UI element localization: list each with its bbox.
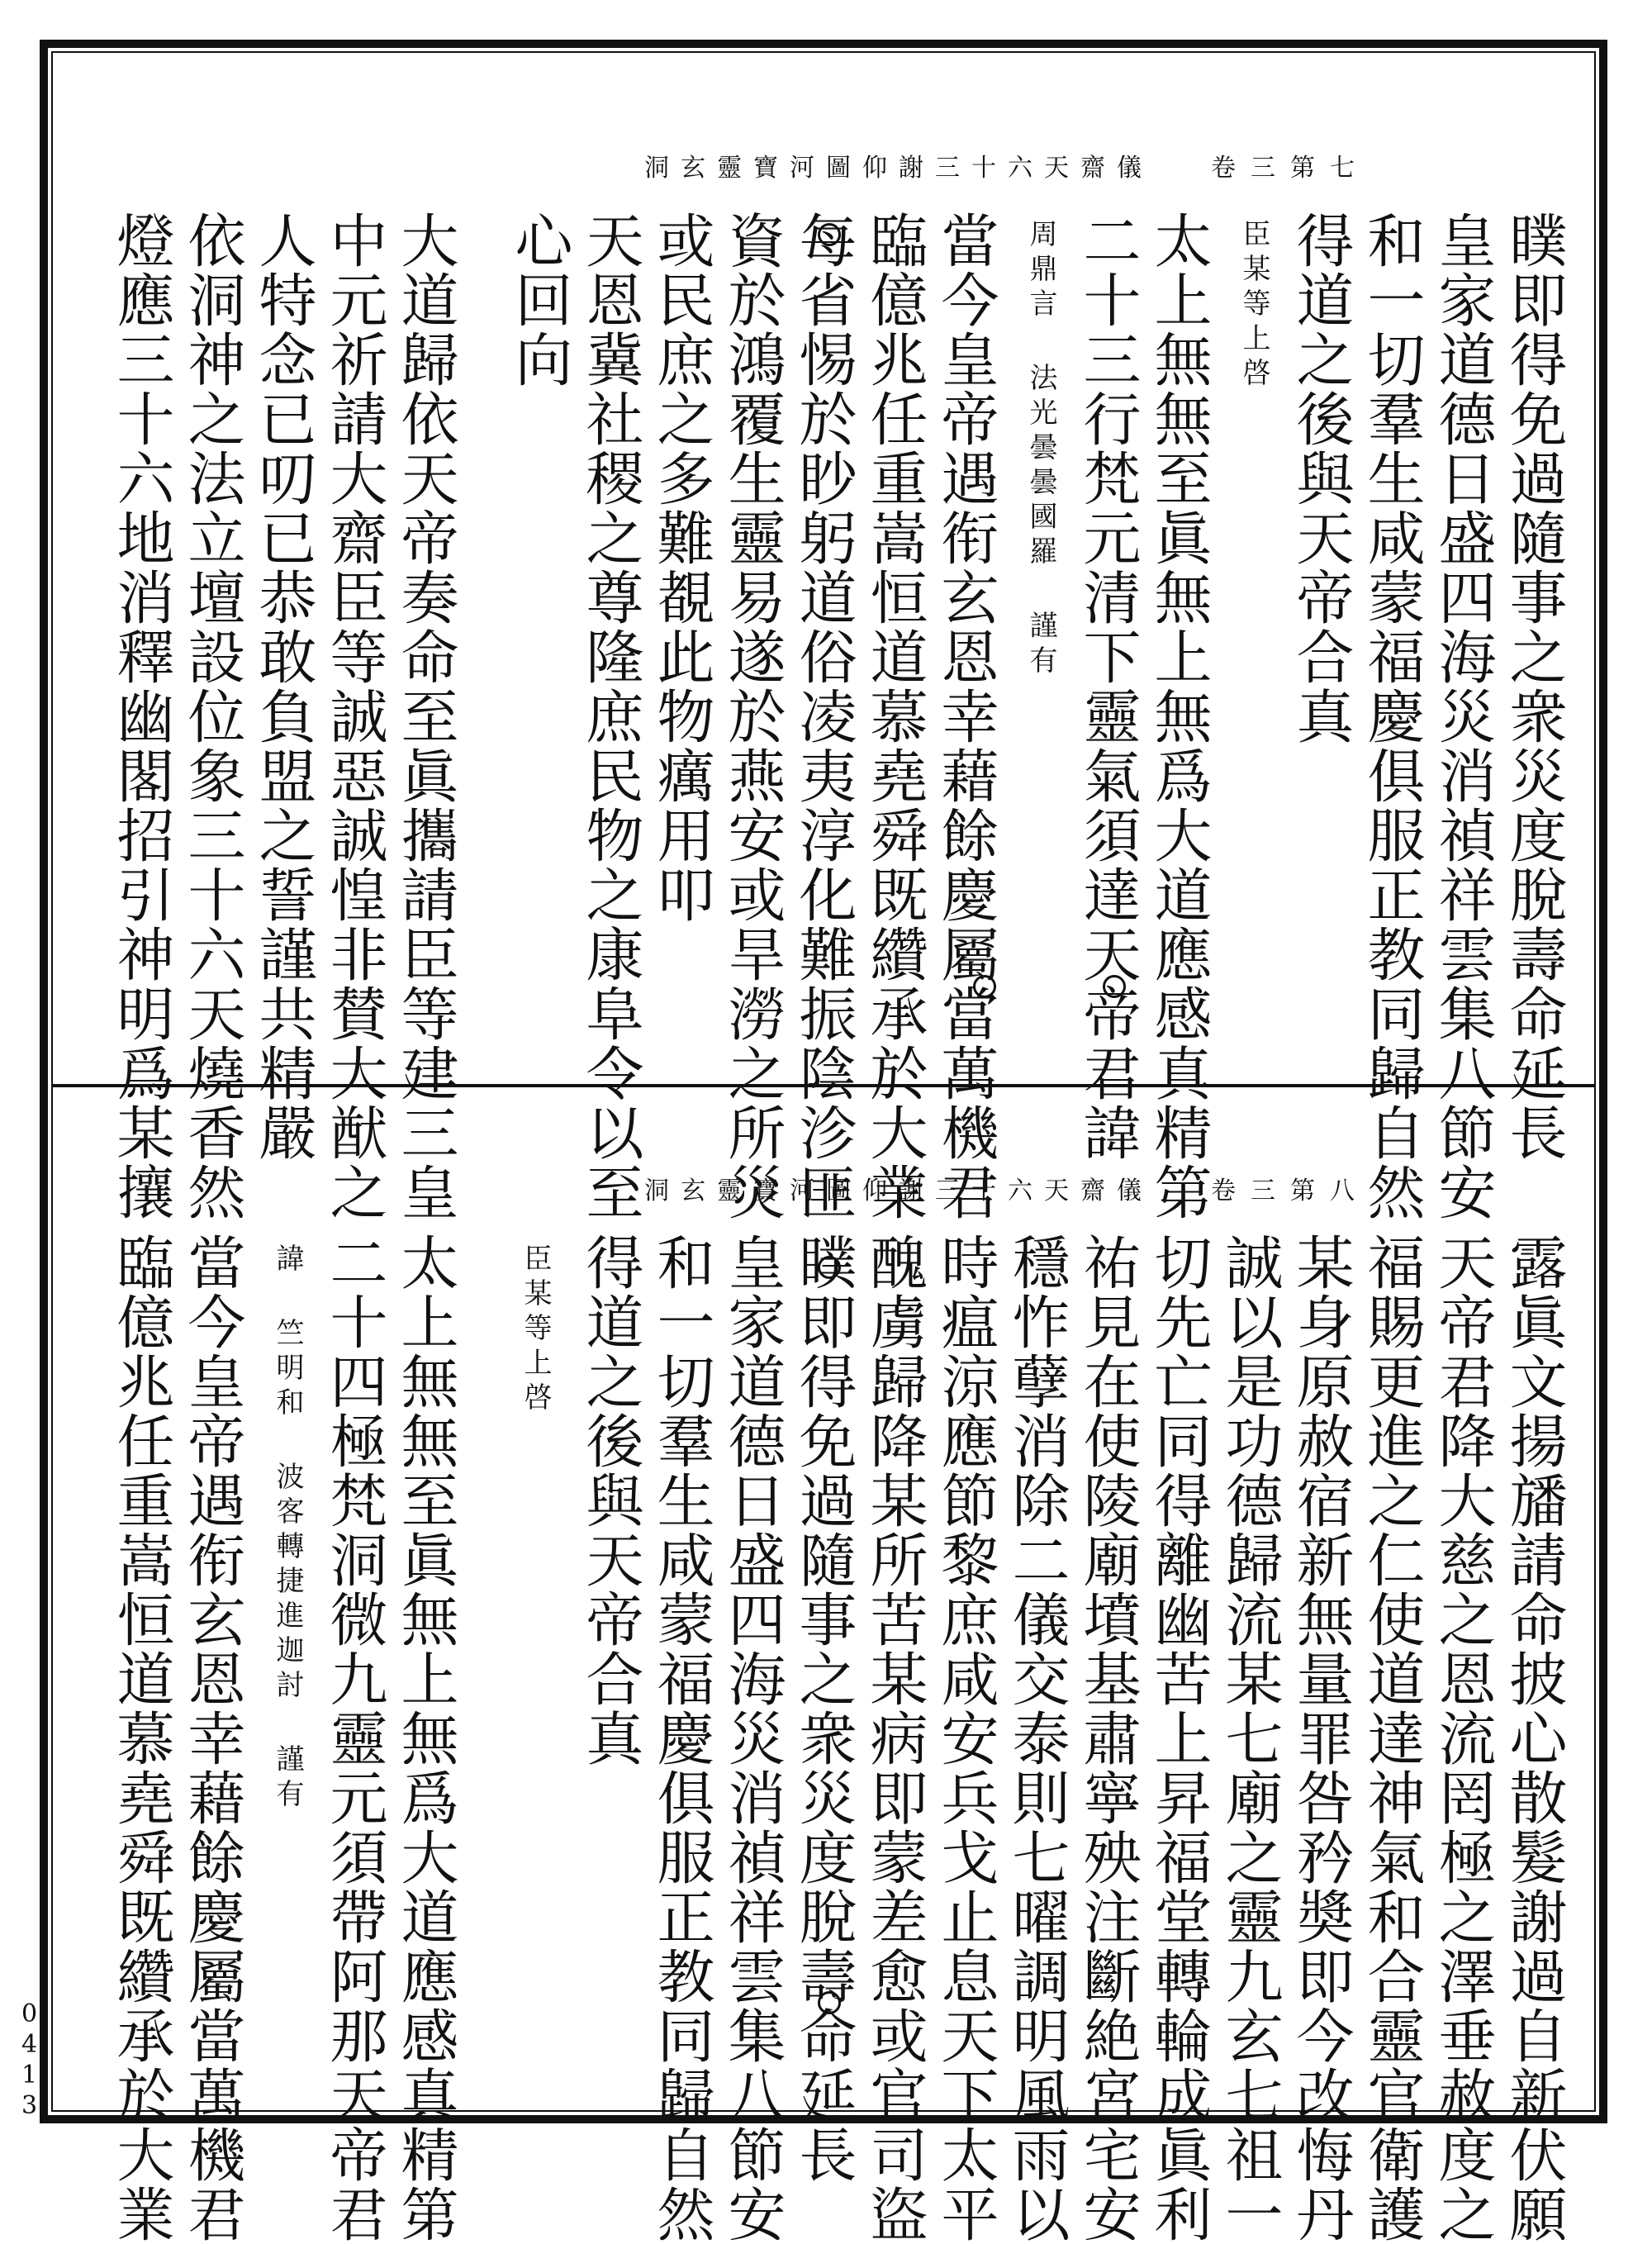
top-column-3: 和一切羣生咸蒙福慶俱服正教同歸自然 <box>1358 211 1426 1222</box>
top-column-8: 周鼎言 法光曇曇國羅 謹有 <box>1024 219 1057 680</box>
punctuation-circle <box>973 975 996 998</box>
top-column-18: 人特念已叨已恭敢負盟之誓謹共精嚴 <box>249 211 317 1162</box>
bottom-column-14: 得道之後與天帝合真 <box>577 1233 644 1768</box>
top-column-1: 瞨即得免過隨事之衆災度脫壽命延長 <box>1500 211 1568 1162</box>
top-column-11: 每省惕於眇躬道俗凌夷淳化難振陰沴匪 <box>790 211 857 1222</box>
top-column-19: 依洞神之法立壇設位象三十六天燒香然 <box>178 211 246 1222</box>
top-column-20: 燈應三十六地消釋幽閣招引神明爲某攘 <box>107 211 175 1222</box>
bottom-column-20: 臨億兆任重嵩恒道慕堯舜既纘承於大業 <box>107 1233 175 2244</box>
top-column-10: 臨億兆任重嵩恒道慕堯舜既纘承於大業 <box>861 211 928 1222</box>
punctuation-circle <box>1103 975 1126 998</box>
top-column-7: 二十三行梵元清下靈氣須達天帝君諱 <box>1074 211 1142 1162</box>
top-panel-header <box>644 140 1370 190</box>
top-header-juan: 卷三第七 <box>1211 154 1370 183</box>
bottom-column-9: 時瘟涼應節黎庶咸安兵戈止息天下太平 <box>932 1233 999 2244</box>
bottom-header-juan: 卷三第八 <box>1211 1177 1370 1205</box>
top-column-6: 太上無無至眞無上無爲大道應感真精第 <box>1145 211 1213 1222</box>
bottom-column-7: 祐見在使陵廟墳基肅寧殃注斷絶宮宅安 <box>1074 1233 1142 2244</box>
punctuation-circle <box>818 1256 841 1279</box>
top-header-title: 洞玄靈寶河圖仰謝三十六天齋儀 <box>644 154 1153 183</box>
bottom-column-8: 穩怍孽消除二儀交泰則七曜調明風雨以 <box>1003 1233 1070 2244</box>
top-column-14: 天恩冀社稷之尊隆庶民物之康阜令以至 <box>577 211 644 1222</box>
bottom-column-18: 諱 竺明和 波客轉捷進迦討 謹有 <box>271 1243 304 1814</box>
bottom-column-10: 醜虜歸降某所苦某病即蒙差愈或官司盜 <box>861 1233 928 2244</box>
top-column-17: 中元祈請大齋臣等誠惡誠惶非賛大猷之 <box>320 211 388 1222</box>
top-column-4: 得道之後與天帝合真 <box>1287 211 1355 746</box>
top-column-5: 臣某等上啓 <box>1237 219 1270 392</box>
bottom-column-1: 露眞文揚旙請命披心散髮謝過自新伏願 <box>1500 1233 1568 2244</box>
bottom-column-5: 誠以是功德歸流某七廟之靈九玄七祖一 <box>1216 1233 1284 2244</box>
punctuation-circle <box>818 223 841 246</box>
bottom-column-19: 當今皇帝遇衔玄恩幸藉餘慶屬當萬機君 <box>178 1233 246 2244</box>
bottom-column-3: 福賜更進之仁使道達神氣和合靈官衛護 <box>1358 1233 1426 2244</box>
bottom-column-4: 某身原赦宿新無量罪咎矜奬即今改悔丹 <box>1287 1233 1355 2244</box>
top-column-2: 皇家道德日盛四海災消禎祥雲集八節安 <box>1429 211 1497 1222</box>
bottom-column-15: 臣某等上啓 <box>519 1243 552 1417</box>
bottom-column-2: 天帝君降大慈之恩流罔極之澤垂赦度之 <box>1429 1233 1497 2244</box>
top-column-15: 心回向 <box>506 211 573 389</box>
top-column-9: 當今皇帝遇衔玄恩幸藉餘慶屬當萬機君 <box>932 211 999 1222</box>
top-column-16: 大道歸依天帝奏命至眞攜請臣等建三皇 <box>392 211 459 1222</box>
bottom-header-title: 洞玄靈寶河圖仰謝三十六天齋儀 <box>644 1177 1153 1205</box>
bottom-column-6: 切先亡同得離幽苦上昇福堂轉輪成眞利 <box>1145 1233 1213 2244</box>
top-column-13: 或民庶之多難覩此物癘用叩 <box>648 211 715 925</box>
page-number: 0413 <box>15 1999 44 2122</box>
bottom-column-13: 和一切羣生咸蒙福慶俱服正教同歸自然 <box>648 1233 715 2244</box>
bottom-column-17: 二十四極梵洞微九靈元須帶阿那天帝君 <box>320 1233 388 2244</box>
bottom-column-16: 太上無無至眞無上無爲大道應感真精第 <box>392 1233 459 2244</box>
top-column-12: 資於鴻覆生靈易遂於燕安或旱澇之所災 <box>719 211 786 1222</box>
bottom-column-11: 瞨即得免過隨事之衆災度脫壽命延長 <box>790 1233 857 2185</box>
bottom-column-12: 皇家道德日盛四海災消禎祥雲集八節安 <box>719 1233 786 2244</box>
punctuation-circle <box>818 1991 841 2014</box>
